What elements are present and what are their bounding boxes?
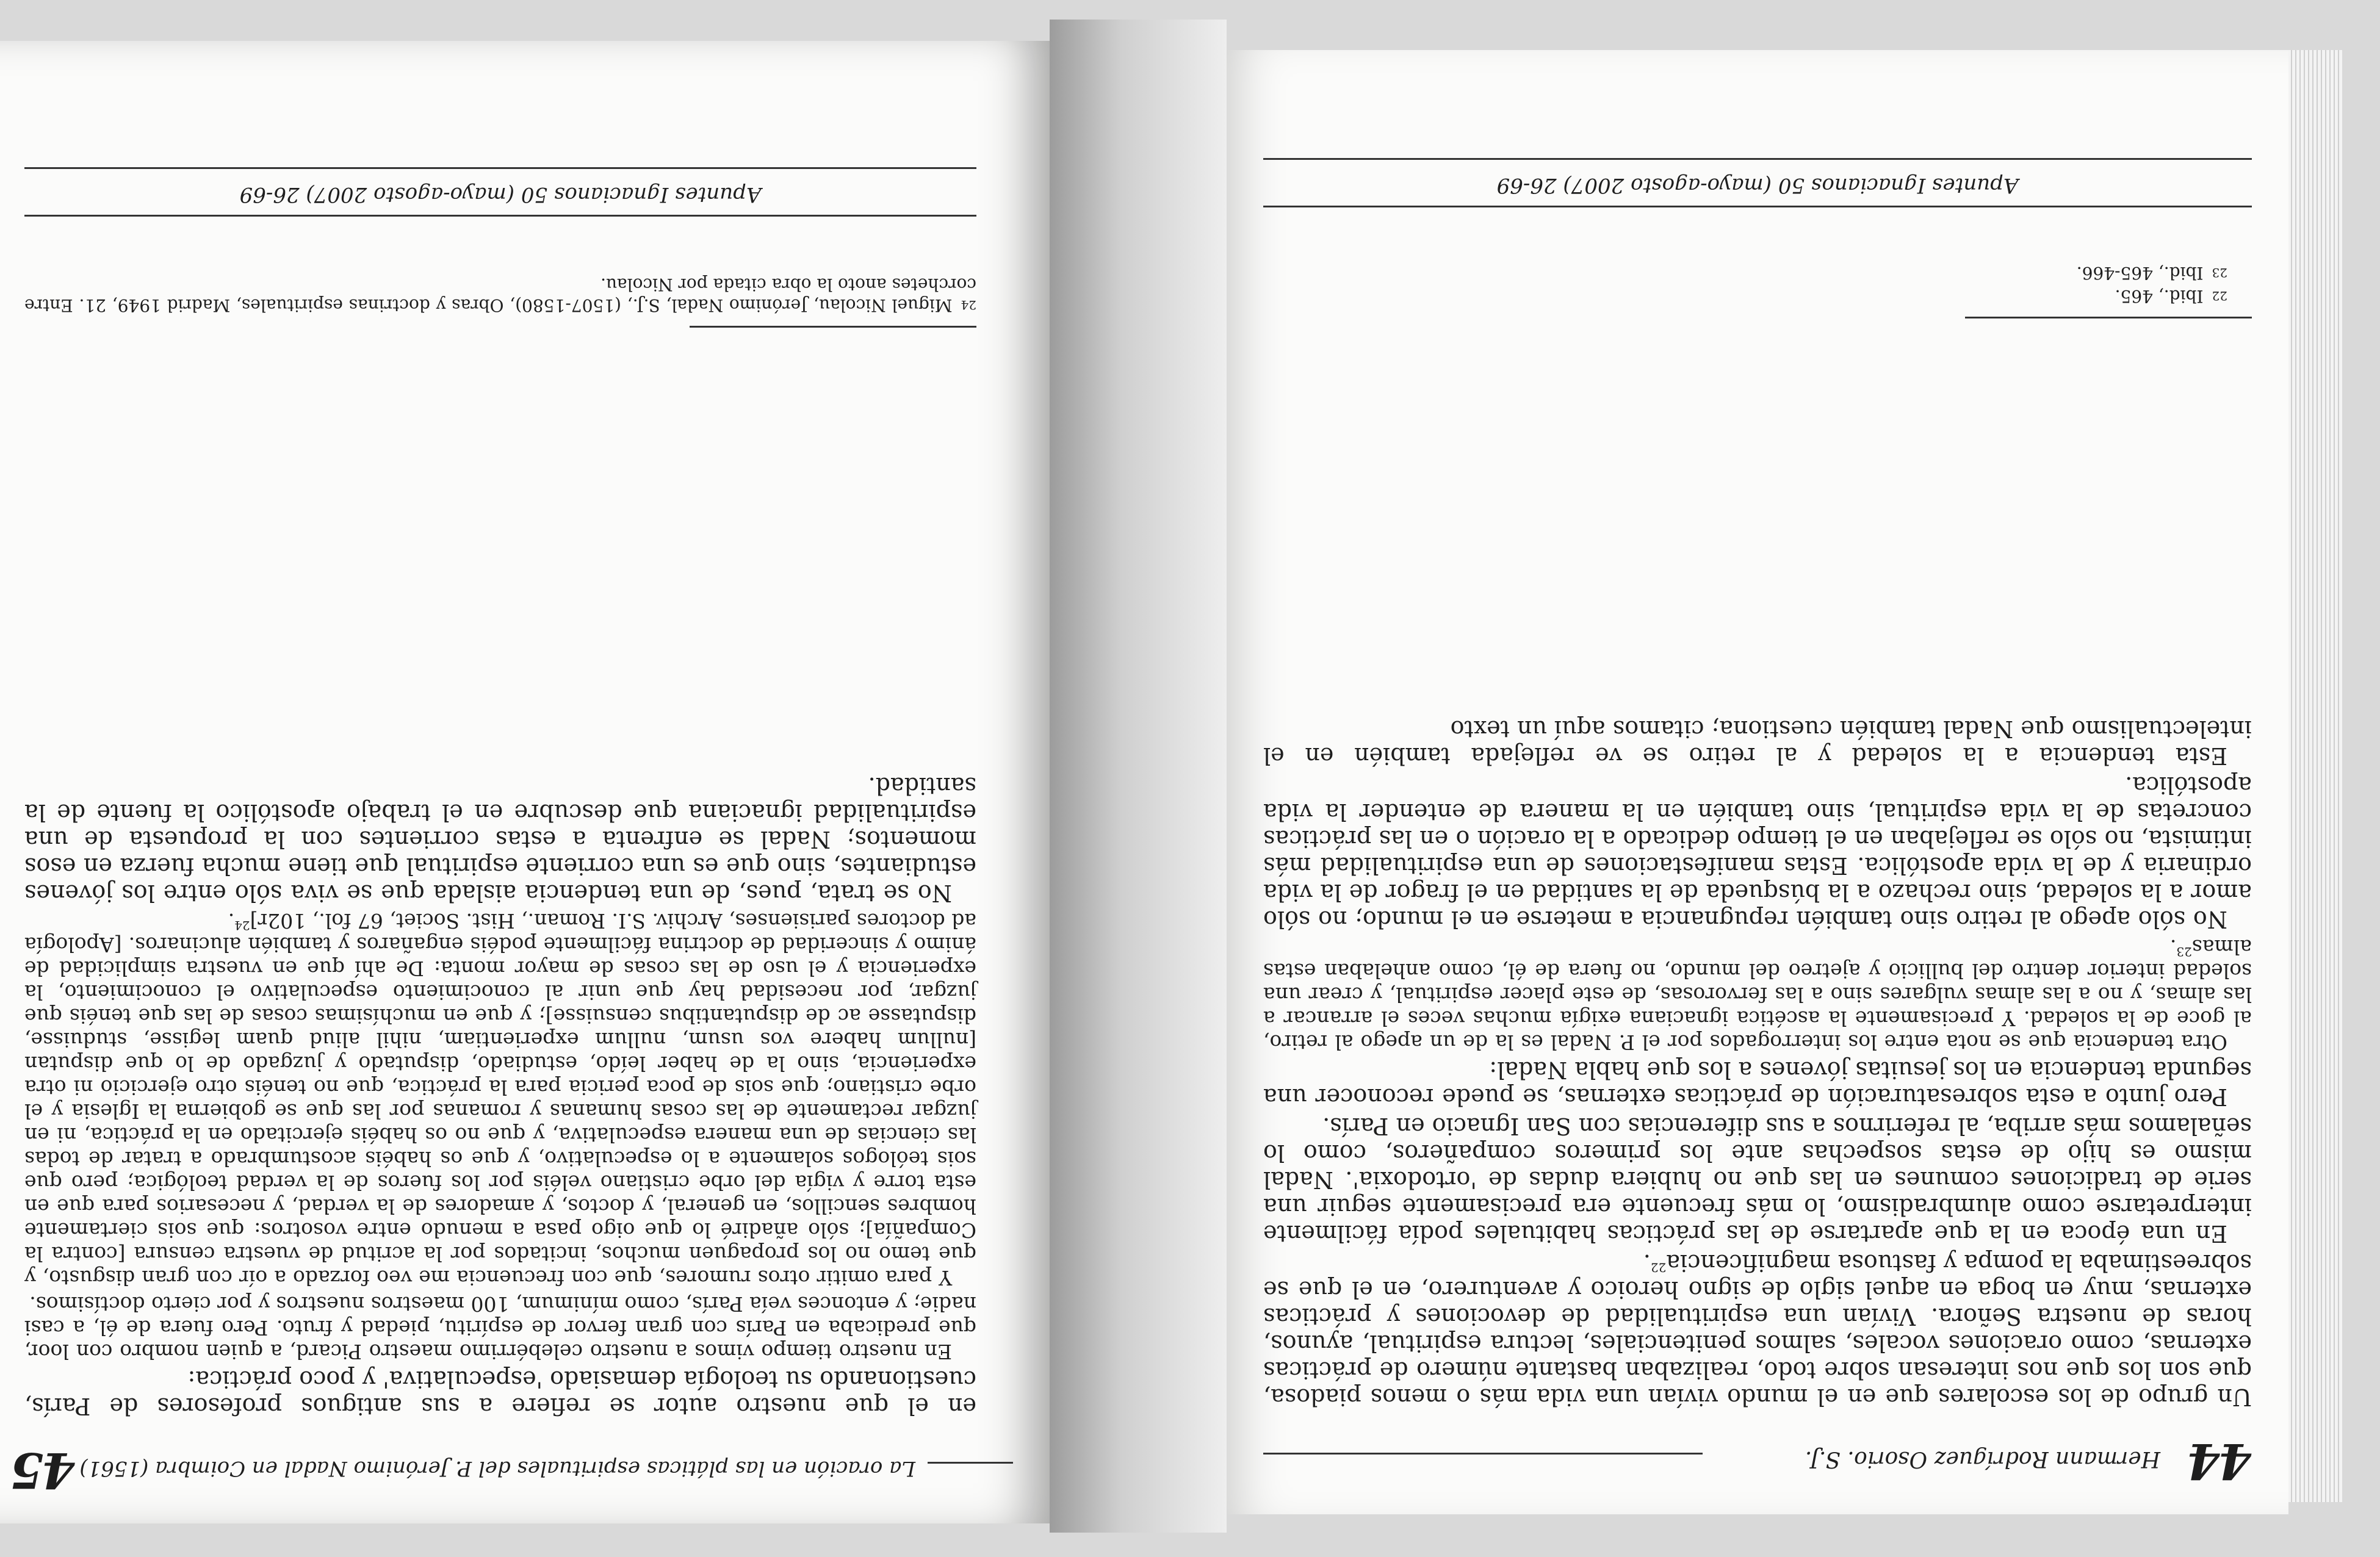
paragraph: No se trata, pues, de una tendencia aislada que se viva sólo entre los jóvenes estudiantes, sino que es una corriente espiritual que tiene mucha fuerza en esos momentos; Nadal se enfrenta a estas corrientes con la propuesta de una espiritualidad ignaciana que descubre en el trabajo apostólico la fuente de la santidad. (24, 772, 976, 907)
journal-footer: Apuntes Ignacianos 50 (mayo-agosto 2007) 26-69 (1496, 173, 2019, 198)
block-quote: En nuestro tiempo vimos a nuestro celebérrimo maestro Picard, a quien nombro con loor, que predicaba en París con gran fervor de espíritu, piedad y fruto. Pero fuera de él, a casi nadie; y entonces veía París, como mínimum, 100 maestros nuestros y por cierto doctísimos. (24, 1292, 976, 1364)
footnote: $^{24}$Miguel Nicolau, Jerónimo Nadal, S.J., (1507-1580), Obras y doctrinas espirituales, Madrid 1949, 21. Entre corchetes anoto la obra citada por Nicolau. (24, 275, 976, 315)
page-number: 45 (12, 1442, 76, 1499)
block-quote: Otra tendencia que se nota entre los interrogados por el P. Nadal es la de un apego al retiro, al goce de la soledad. Y precisamente la ascética ignaciana exigía muchas veces el arrancar a las almas, y no a las almas vulgares sino a las fervorosas, de este placer espiritual, y crear una soledad interior dentro del bullicio y ajetreo del mundo, no fuera de él, como anhelaban estas almas$^{23}$. (1263, 935, 2252, 1054)
page-number: 44 (2188, 1433, 2252, 1490)
paragraph: Esta tendencia a la soledad y al retiro se ve reflejada también en el intelectualismo que Nadal también cuestiona; citamos aquí un texto (1263, 716, 2252, 769)
footnotes (1263, 260, 2227, 306)
footnote: $^{22}$Ibid., 465. (2115, 286, 2227, 306)
page-edges (2287, 50, 2342, 1502)
body-text (24, 770, 976, 1420)
page-45 (0, 41, 1050, 1523)
footnote-ref: 24 (234, 918, 250, 933)
running-head-text: Hermann Rodríguez Osorio. S.J. (1805, 1447, 2160, 1472)
paragraph: Un grupo de los escolares que en el mundo vivían una vida más o menos piadosa, que son los que nos interesan sobre todo, realizaban bastante número de prácticas externas, como oraciones vocales, salmos penitenciales, lectura espiritual, ayunos, horas de nuestra Señora. Vivían una espiritualidad de devociones y prácticas externas, muy en boga en aquel siglo de signo heroico y aventurero, en el que se sobreestimaba la pompa y fastuosa magnificencia$^{22}$. (1263, 1250, 2252, 1411)
paragraph: Pero junto a esta sobresaturación de prácticas externas, se puede reconocer una segunda tendencia en los jesuitas jóvenes a los que habla Nadal: (1263, 1057, 2252, 1110)
footer-rule-top (1263, 206, 2252, 207)
footer-rule-bottom (24, 167, 976, 169)
book-gutter (1050, 20, 1227, 1533)
footer-rule-bottom (1263, 158, 2252, 160)
footer-rule-top (24, 215, 976, 217)
journal-footer: Apuntes Ignacianos 50 (mayo-agosto 2007) 26-69 (239, 182, 762, 207)
footnotes (24, 271, 976, 315)
header-rule (1263, 1453, 1703, 1455)
body-text (1263, 713, 2252, 1411)
footnote-rule (1965, 317, 2252, 318)
footnote-ref: 22 (1650, 1260, 1667, 1275)
running-header (12, 1444, 1013, 1499)
paragraph: En una época en la que apartarse de las prácticas habituales podía fácilmente interpretarse como alumbradismo, lo más frecuente era precisamente seguir una serie de tradiciones comunes en las que no hubiera dudas de 'ortodoxia'. Nadal mismo es hijo de estas sospechas ante los primeros compañeros, como lo señalamos más arriba, al referirnos a sus diferencias con San Ignacio en París. (1263, 1113, 2252, 1247)
footnote: $^{23}$Ibid., 465-466. (2076, 263, 2227, 283)
running-header (1263, 1435, 2252, 1490)
block-quote: Y para omitir otros rumores, que con frecuencia me veo forzado a oír con gran disgusto, y que temo no los propaguen muchos, incitados por la acritud de vuestra censura [contra la Compañía]; sólo añadiré lo que oigo pasa a menudo entre vosotros: que sois ciertamente hombres sencillos, en general, y doctos, y amadores de la verdad, y necesarios para que en esta torre y vigía del orbe cristiano veléis por los fueros de la verdad teológica; pero que sois teólogos solamente a lo especulativo, y que os habéis acostumbrado a tratar de todas las ciencias de una manera especulativa, y que no os habéis ejercitado en la práctica, ni en juzgar rectamente de las cosas humanas y romanas por las que se gobierna la Iglesia y el orbe cristiano; que sois de poca pericia para la práctica, que no tenéis otro ejercicio ni otra experiencia, sino la de haber leído, estudiado, disputado y juzgado de lo que disputan [nullum habere vos usum, nullum experientiam, nihil aliud quam legisse, studuisse, disputasse ac de disputantibus censuisse]; y que en muchísimas cosas de las que tenéis que juzgar, por necesidad hay que unir al conocimiento especulativo el conocimiento, la experiencia y el uso de las cosas de mayor monta: De ahí que en vuestra simplicidad de ánimo y sinceridad de doctrina fácilmente podéis engañaros y también alucinaros. [Apología ad doctores parisienses, Archiv. S.I. Roman., Hist. Societ, 67 fol., 102r]$^{24}$. (24, 909, 976, 1290)
footnote-rule (690, 326, 976, 328)
header-rule (928, 1462, 1013, 1464)
running-head-text: La oración en las pláticas espirituales del P. Jerónimo Nadal en Coimbra (1561) (79, 1456, 915, 1481)
page-44 (1227, 50, 2288, 1514)
paragraph: No sólo apego al retiro sino también repugnancia a meterse en el mundo; no sólo amor a la soledad, sino rechazo a la búsqueda de la santidad en el fragor de la vida ordinaria y de la vida apostólica. Estas manifestaciones de una espiritualidad más intimista, no sólo se reflejaban en el tiempo dedicado a la oración o en las prácticas concretas de la vida espiritual, sino también en la manera de entender la vida apostólica. (1263, 772, 2252, 933)
footnote-ref: 23 (2176, 944, 2192, 959)
paragraph: en el que nuestro autor se refiere a sus antiguos profesores de París, cuestionando su teología demasiado 'especulativa' y poco práctica: (24, 1366, 976, 1420)
